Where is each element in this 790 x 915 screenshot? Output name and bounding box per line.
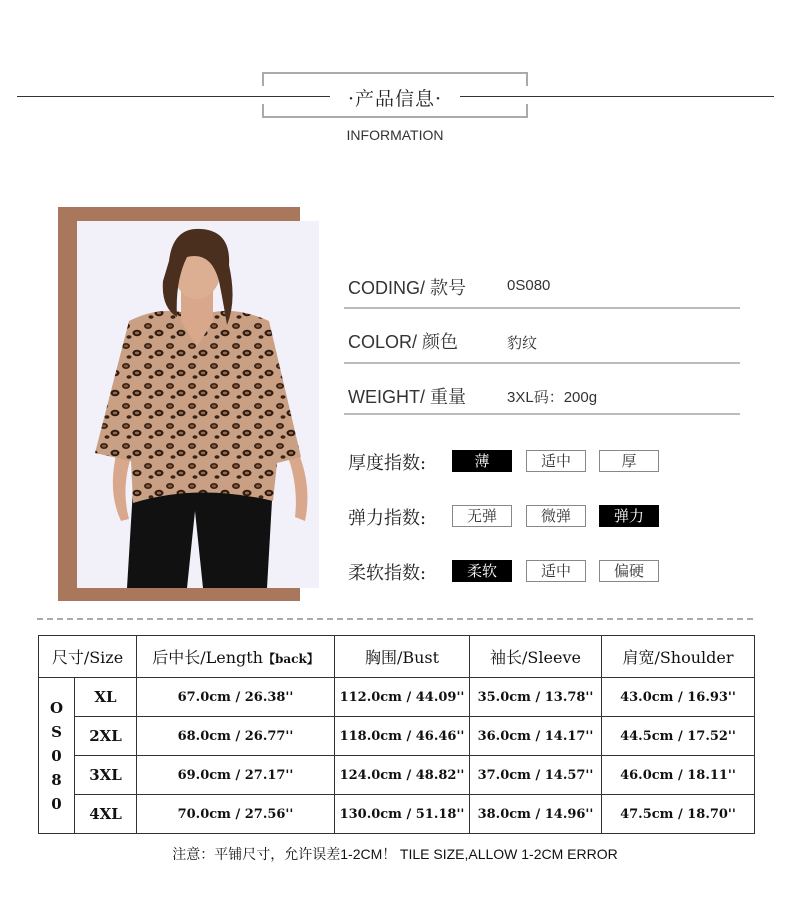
bust-cell: 118.0cm / 46.46'' [335, 717, 470, 756]
bust-cell: 130.0cm / 51.18'' [335, 795, 470, 834]
thickness-label: 厚度指数: [348, 453, 427, 474]
sleeve-cell: 37.0cm / 14.57'' [470, 756, 602, 795]
section-title: ·产品信息· [347, 88, 443, 110]
shoulder-cell: 44.5cm / 17.52'' [602, 717, 755, 756]
weight-label: WEIGHT/ 重量 [348, 387, 466, 407]
style-code-letter: 0 [51, 794, 62, 813]
style-code-cell [39, 678, 75, 834]
size-table [38, 635, 755, 834]
bust-cell: 112.0cm / 44.09'' [335, 678, 470, 717]
softness-option-soft: 柔软 [452, 560, 512, 582]
thickness-option-thin: 薄 [452, 450, 512, 472]
thickness-option-medium: 适中 [526, 450, 586, 472]
thickness-option-thick: 厚 [599, 450, 659, 472]
length-cell: 70.0cm / 27.56'' [137, 795, 335, 834]
style-code-letter: S [51, 722, 62, 741]
shoulder-cell: 47.5cm / 18.70'' [602, 795, 755, 834]
info-divider [344, 307, 740, 309]
length-cell: 68.0cm / 26.77'' [137, 717, 335, 756]
header-shoulder: 肩宽/Shoulder [602, 636, 755, 678]
table-row [39, 678, 755, 717]
color-label: COLOR/ 颜色 [348, 332, 459, 352]
softness-option-hard: 偏硬 [599, 560, 659, 582]
size-cell: 4XL [75, 795, 137, 834]
shoulder-cell: 46.0cm / 18.11'' [602, 756, 755, 795]
shoulder-cell: 43.0cm / 16.93'' [602, 678, 755, 717]
section-subtitle: INFORMATION [346, 127, 444, 143]
weight-value: 3XL码：200g [507, 389, 598, 406]
elasticity-label: 弹力指数: [348, 508, 427, 529]
elasticity-option-none: 无弹 [452, 505, 512, 527]
header-rule-right [460, 96, 774, 97]
header-bust: 胸围/Bust [335, 636, 470, 678]
header-sleeve: 袖长/Sleeve [470, 636, 602, 678]
measurement-note: 注意：平铺尺寸，允许误差1-2CM！ TILE SIZE,ALLOW 1-2CM ERROR [172, 846, 618, 862]
header-length-back: 【back】 [262, 652, 319, 666]
softness-label: 柔软指数: [348, 563, 427, 584]
elasticity-option-slight: 微弹 [526, 505, 586, 527]
coding-label: CODING/ 款号 [348, 278, 467, 298]
style-code-letter: 8 [51, 770, 62, 789]
table-row [39, 756, 755, 795]
header-size: 尺寸/Size [39, 636, 137, 678]
table-row [39, 717, 755, 756]
product-photo [77, 221, 319, 588]
table-row [39, 795, 755, 834]
sleeve-cell: 36.0cm / 14.17'' [470, 717, 602, 756]
model-illustration [77, 221, 319, 588]
header-rule-left [17, 96, 330, 97]
bust-cell: 124.0cm / 48.82'' [335, 756, 470, 795]
color-value: 豹纹 [507, 335, 538, 352]
style-code-letter: O [49, 698, 64, 717]
length-cell: 69.0cm / 27.17'' [137, 756, 335, 795]
length-cell: 67.0cm / 26.38'' [137, 678, 335, 717]
info-divider [344, 413, 740, 415]
table-header-row [39, 636, 755, 678]
header-length [137, 636, 335, 678]
sleeve-cell: 38.0cm / 14.96'' [470, 795, 602, 834]
size-cell: XL [75, 678, 137, 717]
sleeve-cell: 35.0cm / 13.78'' [470, 678, 602, 717]
coding-value: 0S080 [507, 277, 551, 294]
size-cell: 2XL [75, 717, 137, 756]
elasticity-option-stretch: 弹力 [599, 505, 659, 527]
section-divider [37, 618, 753, 620]
style-code-letter: 0 [51, 746, 62, 765]
softness-option-medium: 适中 [526, 560, 586, 582]
header-length-text: 后中长/Length [152, 648, 263, 667]
info-divider [344, 362, 740, 364]
size-cell: 3XL [75, 756, 137, 795]
